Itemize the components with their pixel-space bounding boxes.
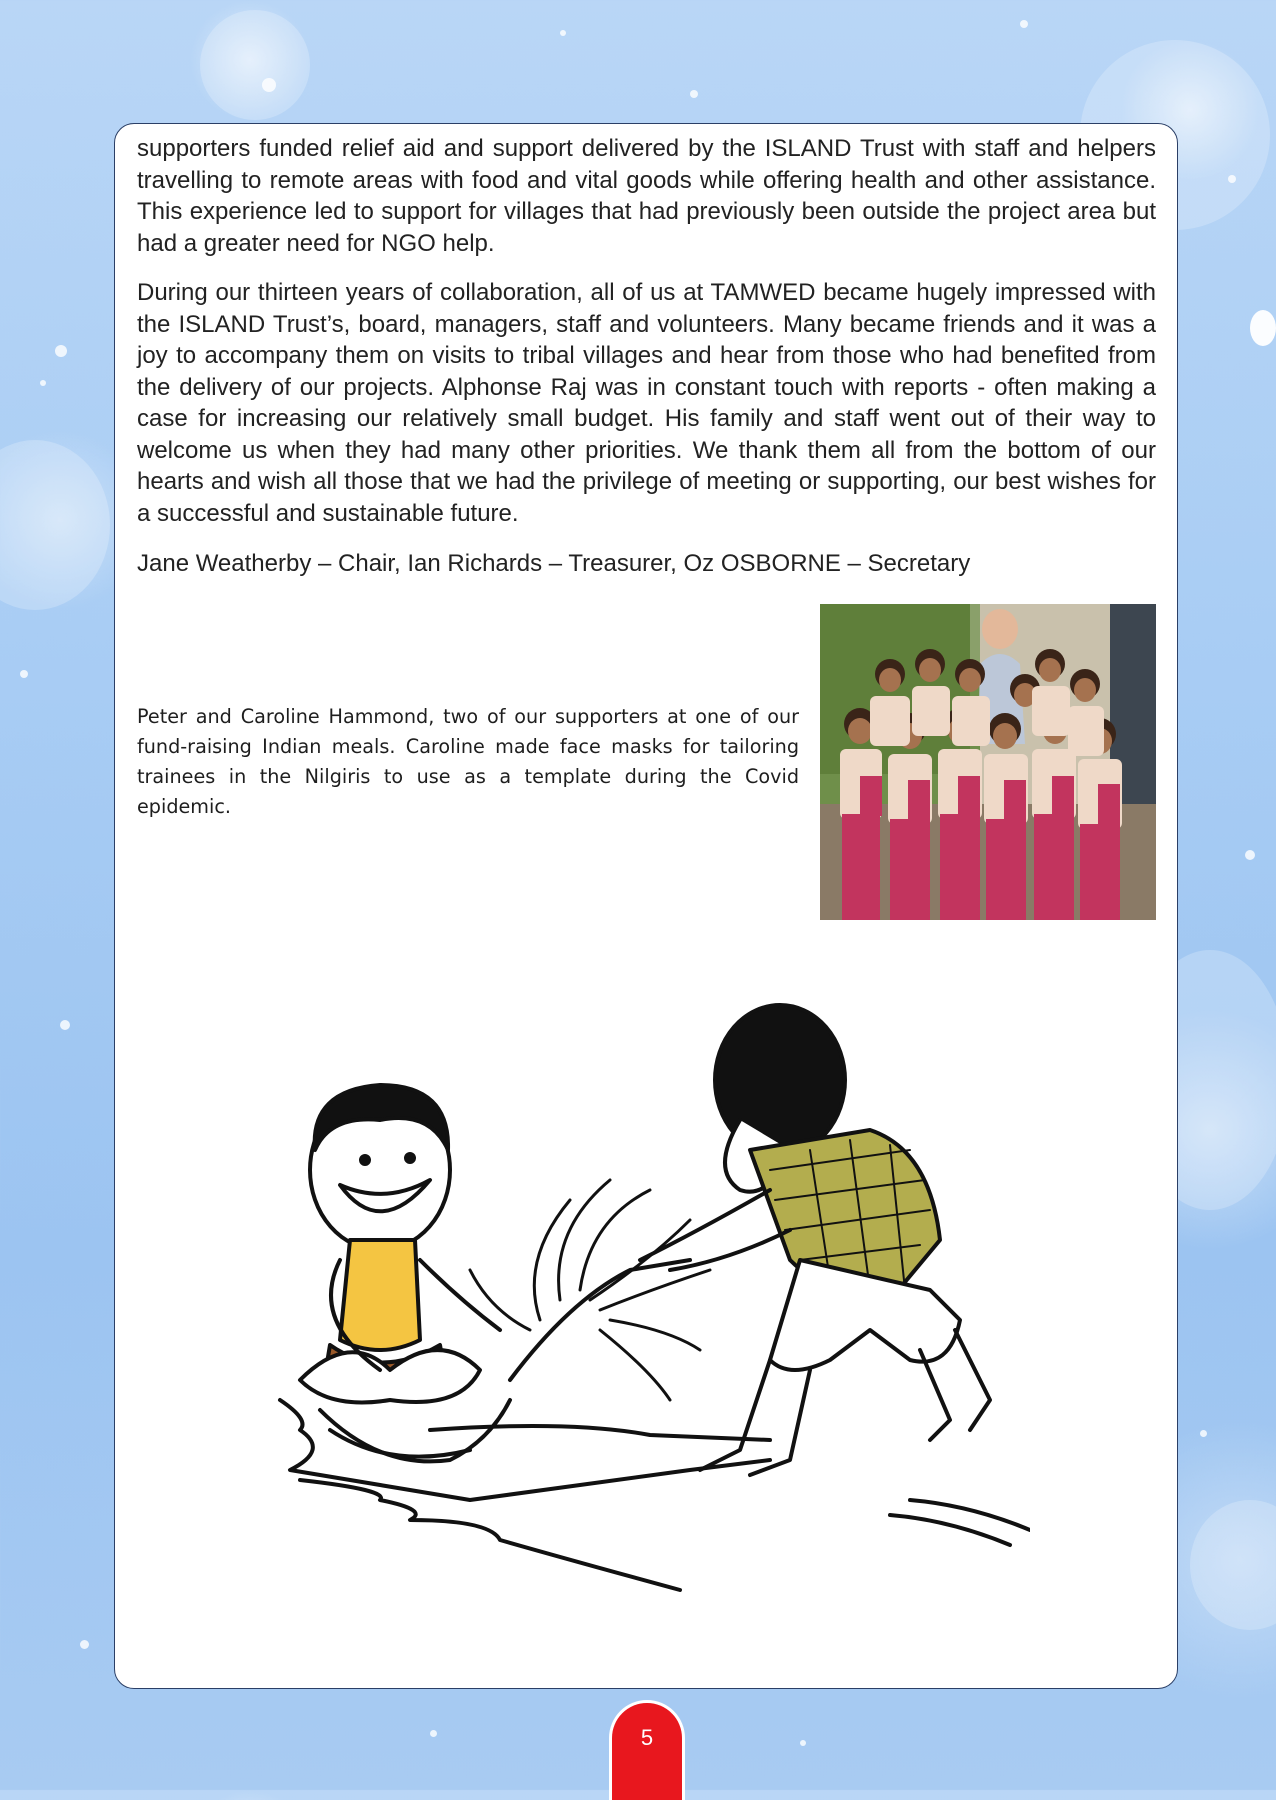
- sparkle: [262, 78, 276, 92]
- bubble: [1190, 1500, 1276, 1630]
- sparkle: [560, 30, 566, 36]
- page-number: 5: [640, 1725, 654, 1750]
- sparkle: [55, 345, 67, 357]
- page-number-tab: [609, 1700, 685, 1800]
- signature-line: Jane Weatherby – Chair, Ian Richards – Treasurer, Oz OSBORNE – Secretary: [137, 550, 971, 577]
- body-paragraph: supporters funded relief aid and support delivered by the ISLAND Trust with staff and helpers travelling to remote areas with food and vital goods while offering health and other assistance. This experience led to support for villages that had previously been outside the project area but had a greater need for NGO help.: [137, 135, 1156, 257]
- sparkle: [1245, 850, 1255, 860]
- sparkle: [430, 1730, 437, 1737]
- sparkle: [60, 1020, 70, 1030]
- sparkle: [1250, 310, 1276, 346]
- sparkle: [800, 1740, 806, 1746]
- sparkle: [1200, 1430, 1207, 1437]
- sparkle: [40, 380, 46, 386]
- sparkle: [80, 1640, 89, 1649]
- photo-caption: Peter and Caroline Hammond, two of our supporters at one of our fund-raising Indian meals. Caroline made face masks for tailoring trainees in the Nilgiris to use as a template during the Covid epidemic.: [137, 705, 799, 818]
- bubble: [0, 440, 110, 610]
- sparkle: [20, 670, 28, 678]
- body-paragraph: During our thirteen years of collaboration, all of us at TAMWED became hugely impressed with the ISLAND Trust’s, board, managers, staff and volunteers. Many became friends and it was a joy to accompany them on visits to tribal villages and hear from those who had benefited from the delivery of our projects. Alphonse Raj was in constant touch with reports - often making a case for increasing our relatively small budget. His family and staff went out of their way to welcome us when they had many other priorities. We thank them all from the bottom of our hearts and wish all those that we had the privilege of meeting or supporting, our best wishes for a successful and sustainable future.: [137, 279, 1156, 527]
- boys-playing-illustration: [270, 1000, 1030, 1620]
- bubble: [200, 10, 310, 120]
- sparkle: [1228, 175, 1236, 183]
- group-photo: [820, 604, 1156, 920]
- sparkle: [690, 90, 698, 98]
- sparkle: [1020, 20, 1028, 28]
